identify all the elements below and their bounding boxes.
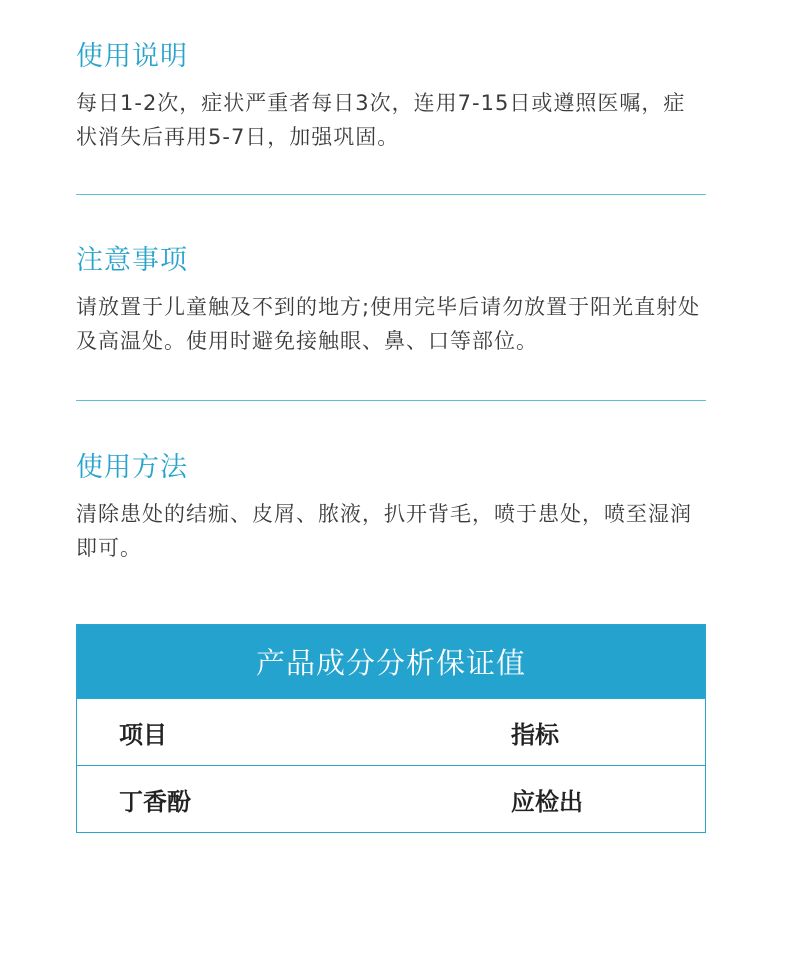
- divider: [76, 400, 706, 401]
- usage-text: 每日1-2次，症状严重者每日3次，连用7-15日或遵照医嘱，症状消失后再用5-7日，加强巩固。: [76, 91, 686, 149]
- usage-section: [76, 40, 706, 154]
- row-item-value: 应检出: [511, 787, 583, 816]
- table-header-row: [77, 698, 705, 765]
- caution-text: 请放置于儿童触及不到的地方;使用完毕后请勿放置于阳光直射处及高温处。使用时避免接触眼、鼻、口等部位。: [76, 295, 701, 353]
- table-title: 产品成分分析保证值: [77, 625, 705, 698]
- table-row: [77, 765, 705, 832]
- column-header-indicator: 指标: [511, 720, 559, 749]
- composition-table: [76, 624, 706, 833]
- method-text: 清除患处的结痂、皮屑、脓液，扒开背毛，喷于患处，喷至湿润即可。: [76, 502, 692, 560]
- method-title: 使用方法: [76, 452, 188, 483]
- row-item-name: 丁香酚: [119, 787, 191, 816]
- column-header-item: 项目: [119, 720, 167, 749]
- divider: [76, 194, 706, 195]
- caution-section: [76, 244, 706, 358]
- usage-title: 使用说明: [76, 41, 188, 72]
- method-section: [76, 451, 706, 565]
- caution-title: 注意事项: [76, 245, 188, 276]
